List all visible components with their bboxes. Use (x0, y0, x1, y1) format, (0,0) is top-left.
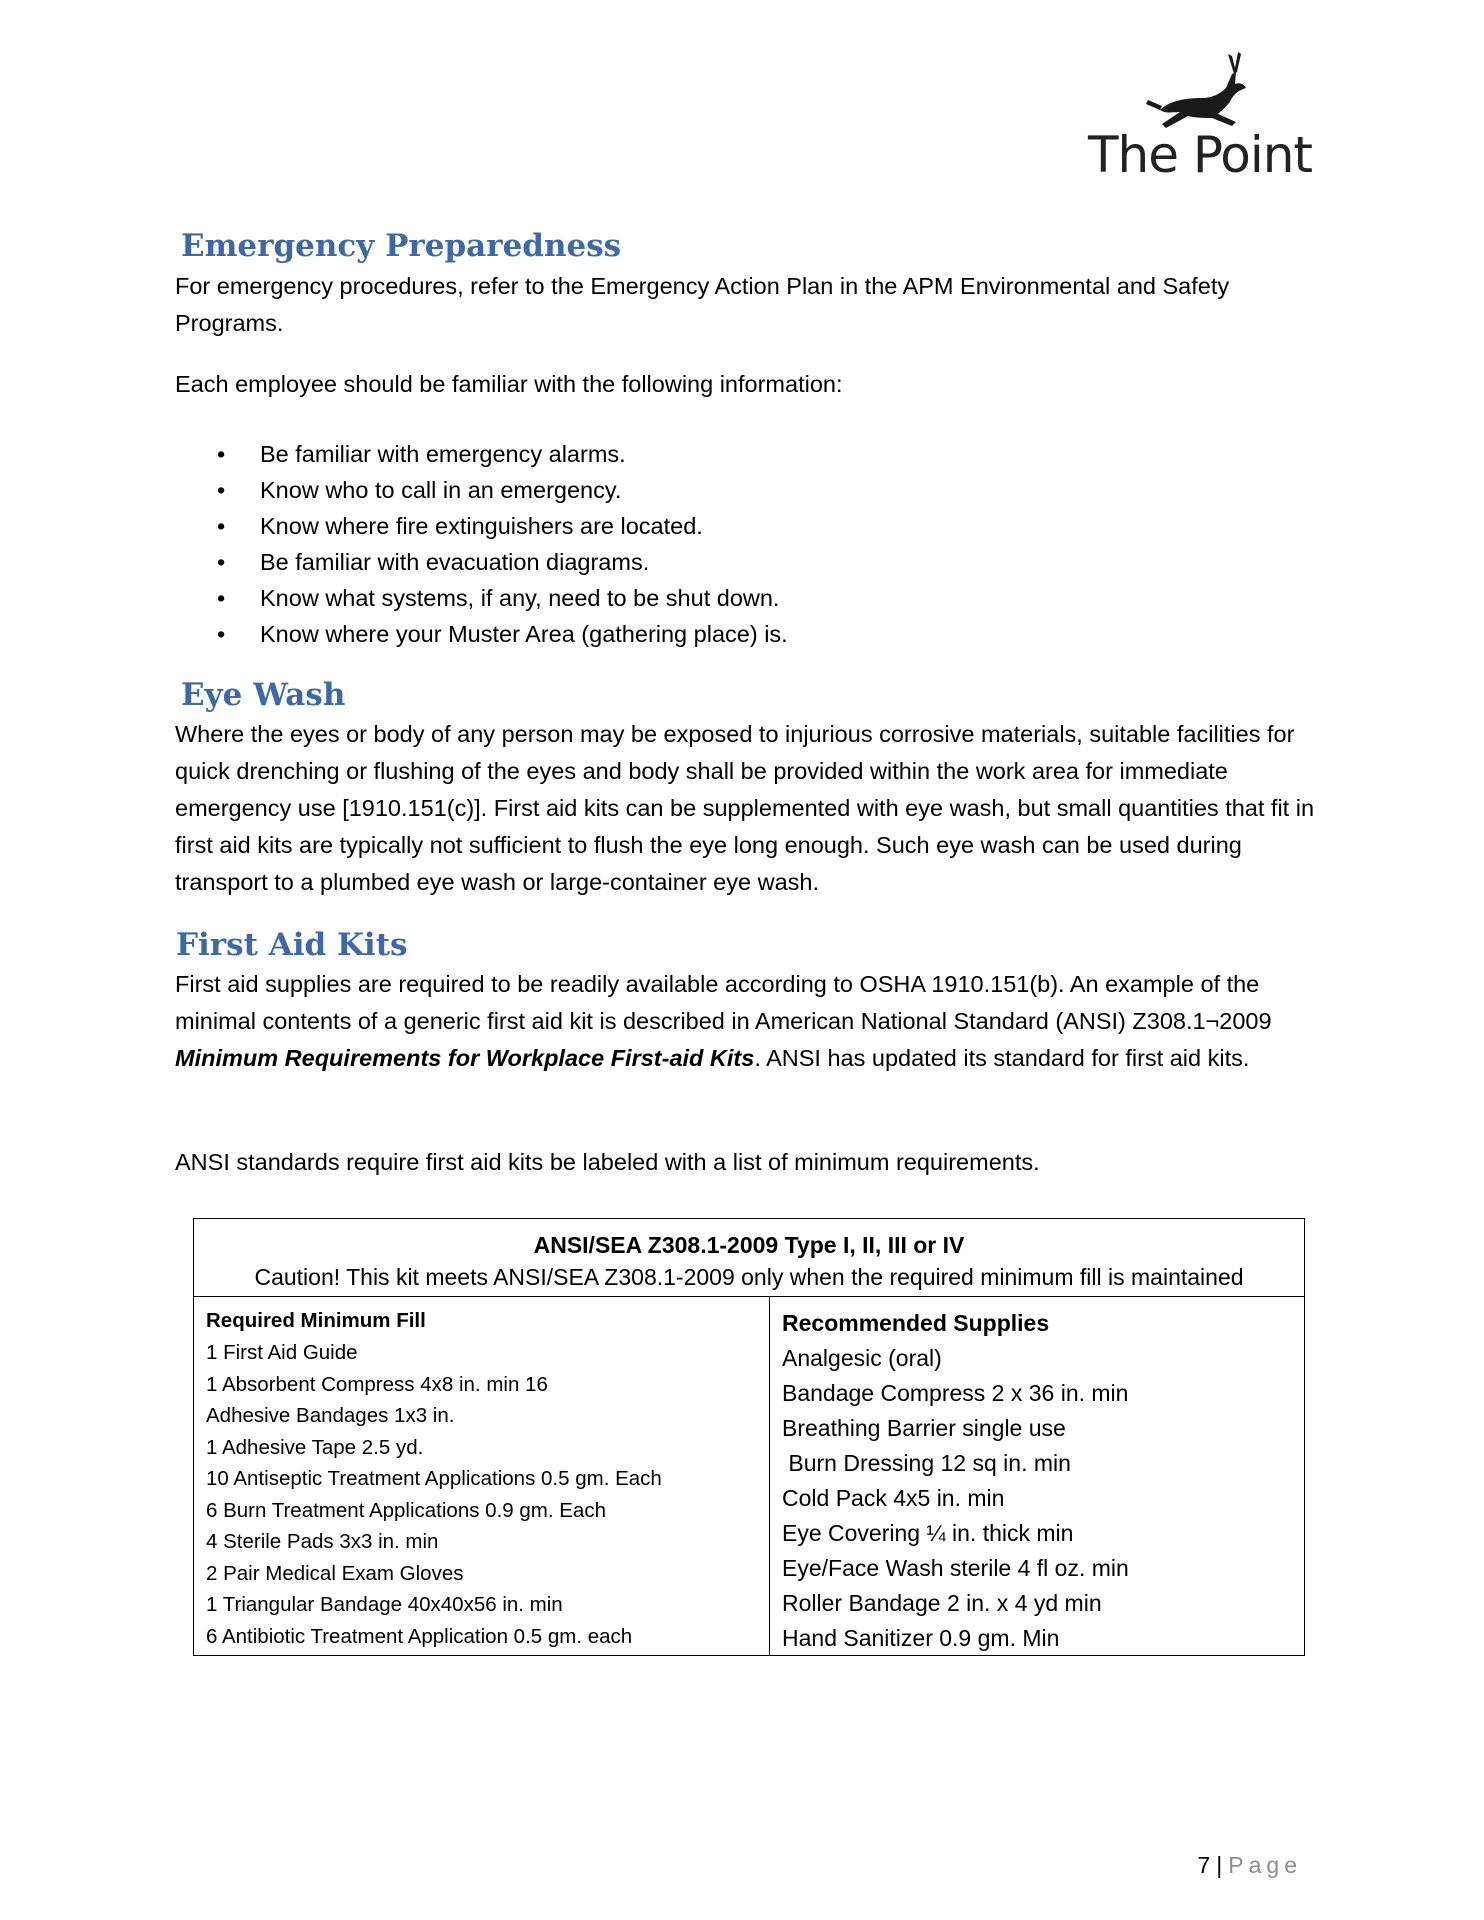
kit-table-header (194, 1219, 1304, 1297)
required-item: 6 Antibiotic Treatment Application 0.5 gm. each (206, 1624, 633, 1648)
firstaid-para-1-text-a: First aid supplies are required to be readily available according to OSHA 1910.151(b). An example of the minimal contents of a generic first aid kit is described in American National Standard (ANSI) Z308.1¬2009 (175, 971, 1272, 1034)
required-fill-header: Required Minimum Fill (206, 1309, 426, 1332)
emergency-bullet-list (175, 436, 788, 652)
deer-icon (1140, 48, 1260, 138)
recommended-item: Hand Sanitizer 0.9 gm. Min (782, 1625, 1060, 1651)
eyewash-para: Where the eyes or body of any person may be exposed to injurious corrosive materials, suitable facilities for quick drenching or flushing of the eyes and body shall be provided within the work area for immediate emergency use [1910.151(c)]. First aid kits can be supplemented with eye wash, but small quantities that fit in first aid kits are typically not sufficient to flush the eye long enough. Such eye wash can be used during transport to a plumbed eye wash or large-container eye wash. (175, 721, 1315, 895)
bullet-item: • Know where fire extinguishers are located. (175, 508, 788, 544)
kit-table-title: ANSI/SEA Z308.1-2009 Type I, II, III or IV (533, 1232, 965, 1258)
standard-title: Minimum Requirements for Workplace First-aid Kits (175, 1045, 755, 1071)
required-item: 4 Sterile Pads 3x3 in. min (206, 1530, 439, 1553)
recommended-item: Eye/Face Wash sterile 4 fl oz. min (782, 1555, 1129, 1581)
recommended-item: Bandage Compress 2 x 36 in. min (782, 1380, 1129, 1406)
required-item: 2 Pair Medical Exam Gloves (206, 1561, 464, 1585)
recommended-item: Analgesic (oral) (782, 1345, 942, 1371)
logo (1080, 48, 1320, 198)
page-label: Page (1228, 1852, 1302, 1878)
required-item: 1 Adhesive Tape 2.5 yd. (206, 1435, 424, 1459)
required-item: 1 First Aid Guide (206, 1341, 358, 1364)
logo-text: The Point (1087, 126, 1313, 184)
bullet-item: • Be familiar with emergency alarms. (175, 436, 788, 472)
kit-requirements-table (193, 1218, 1305, 1656)
required-item: Adhesive Bandages 1x3 in. (206, 1404, 455, 1427)
bullet-item: • Know who to call in an emergency. (175, 472, 788, 508)
bullet-item: • Know what systems, if any, need to be shut down. (175, 580, 788, 616)
bullet-item: • Know where your Muster Area (gathering place) is. (175, 616, 788, 652)
eyewash-heading: Eye Wash (181, 677, 346, 713)
recommended-supplies-column (770, 1297, 1304, 1655)
firstaid-heading: First Aid Kits (176, 927, 408, 963)
required-item: 10 Antiseptic Treatment Applications 0.5 gm. Each (206, 1467, 662, 1490)
recommended-supplies-header: Recommended Supplies (782, 1310, 1050, 1336)
emergency-para-2: Each employee should be familiar with the following information: (175, 371, 843, 397)
required-item: 1 Absorbent Compress 4x8 in. min 16 (206, 1372, 548, 1396)
required-fill-column (194, 1297, 770, 1655)
firstaid-para-1-text-c: . ANSI has updated its standard for first aid kits. (754, 1045, 1250, 1071)
recommended-item: Burn Dressing 12 sq in. min (782, 1450, 1071, 1476)
firstaid-para-1 (175, 966, 1335, 1077)
kit-table-caution: Caution! This kit meets ANSI/SEA Z308.1-2009 only when the required minimum fill is maintained (254, 1264, 1244, 1290)
recommended-item: Breathing Barrier single use (782, 1415, 1066, 1441)
recommended-item: Cold Pack 4x5 in. min (782, 1485, 1005, 1511)
recommended-item: Eye Covering ¼ in. thick min (782, 1520, 1074, 1546)
required-item: 1 Triangular Bandage 40x40x56 in. min (206, 1593, 563, 1616)
page-number: 7 (1197, 1852, 1211, 1878)
footer-separator: | (1216, 1852, 1223, 1878)
page-footer (1198, 1852, 1303, 1879)
firstaid-para-2: ANSI standards require first aid kits be labeled with a list of minimum requirements. (175, 1149, 1040, 1175)
emergency-para-1: For emergency procedures, refer to the Emergency Action Plan in the APM Environmental and Safety Programs. (175, 273, 1230, 336)
emergency-heading: Emergency Preparedness (181, 228, 622, 264)
bullet-item: • Be familiar with evacuation diagrams. (175, 544, 788, 580)
required-item: 6 Burn Treatment Applications 0.9 gm. Each (206, 1498, 606, 1522)
recommended-item: Roller Bandage 2 in. x 4 yd min (782, 1590, 1102, 1616)
